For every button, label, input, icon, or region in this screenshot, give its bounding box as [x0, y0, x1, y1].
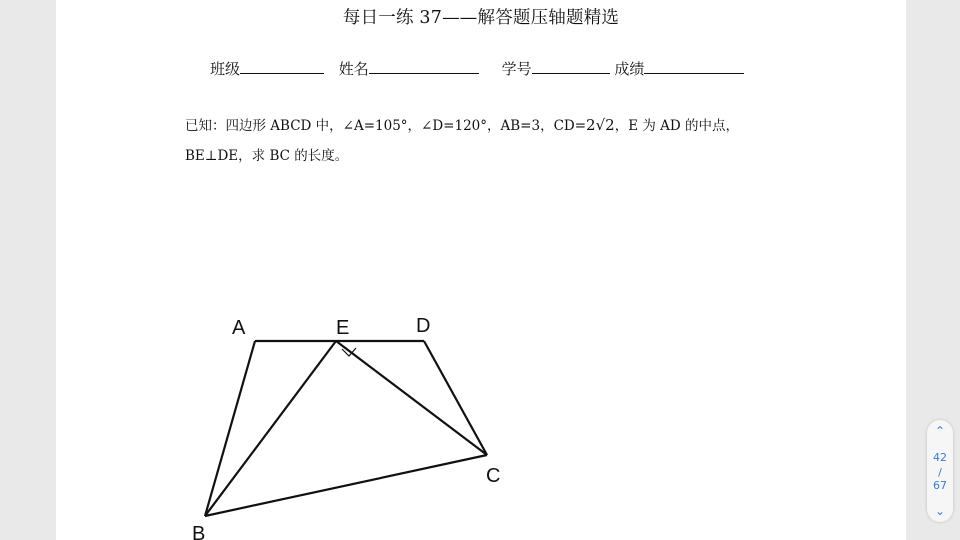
current-page-number: 42: [933, 451, 947, 464]
math-expression: 2√2: [586, 116, 615, 134]
class-label: 班级: [210, 60, 241, 78]
label-E: E: [336, 317, 350, 339]
segment-BE: [205, 341, 336, 516]
page-navigator: [927, 420, 953, 522]
label-A: A: [232, 317, 246, 339]
page-separator: /: [938, 466, 942, 479]
left-margin: [0, 0, 56, 540]
id-blank: [532, 60, 610, 74]
chevron-down-icon[interactable]: ⌄: [934, 504, 946, 518]
class-blank: [240, 60, 324, 74]
problem-line-1: 已知：四边形 ABCD 中，∠A=105°，∠D=120°，AB=3，CD=2√2，E 为 AD 的中点，: [185, 116, 740, 134]
label-D: D: [416, 315, 431, 337]
problem-statement: [185, 110, 825, 171]
student-info-row: [210, 58, 744, 79]
label-C: C: [486, 465, 501, 487]
label-B: B: [192, 523, 206, 540]
id-label: 学号: [501, 60, 532, 78]
total-pages: 67: [933, 479, 947, 492]
score-blank: [644, 60, 744, 74]
problem-line-2: BE⊥DE，求 BC 的长度。: [185, 148, 349, 164]
name-label: 姓名: [338, 60, 369, 78]
score-label: 成绩: [614, 60, 645, 78]
segment-DC: [424, 341, 487, 455]
name-blank: [369, 60, 479, 74]
segment-EC: [336, 341, 487, 455]
chevron-up-icon[interactable]: ⌃: [934, 424, 946, 438]
segment-AB: [205, 341, 255, 516]
segment-BC: [205, 455, 487, 516]
page-title: 每日一练 37——解答题压轴题精选: [342, 8, 620, 28]
geometry-figure: [56, 300, 526, 540]
